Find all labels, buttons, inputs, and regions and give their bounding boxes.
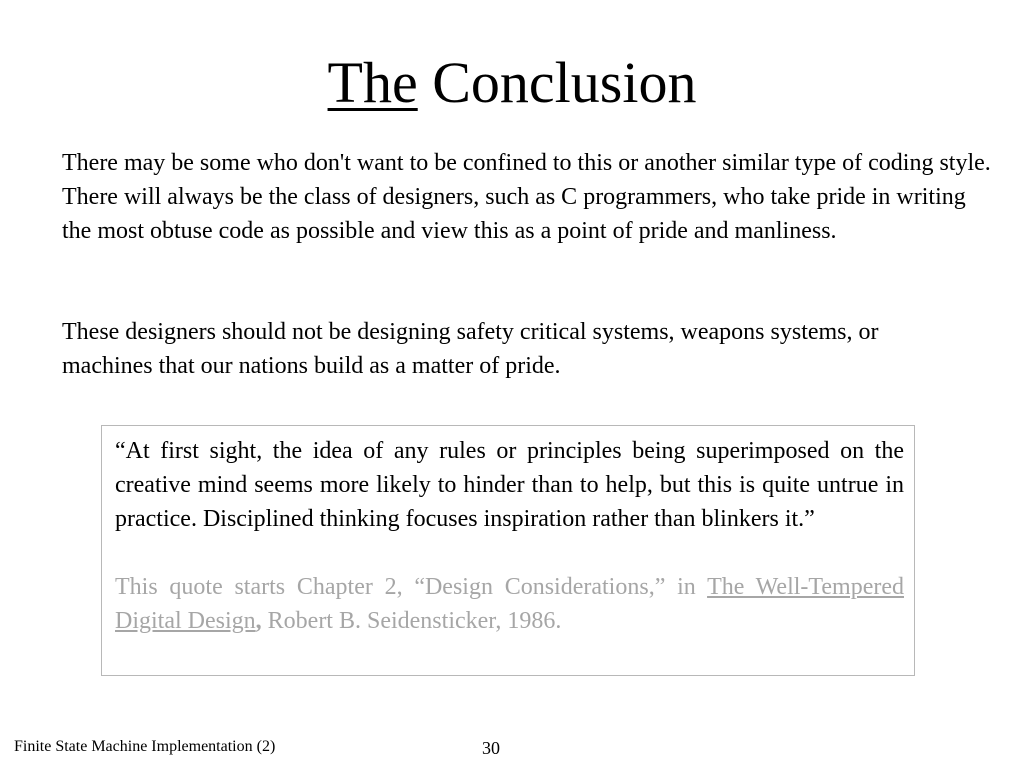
title-rest: Conclusion xyxy=(417,50,697,115)
citation-comma: , xyxy=(255,608,262,634)
quote-text: “At first sight, the idea of any rules or principles being superimposed on the creative mind seems more likely to hinder than to help, but this is quite untrue in practice. Disciplined thinking focuses inspiration rather than blinkers it.” xyxy=(115,438,904,532)
slide-title xyxy=(0,50,1024,116)
citation-suffix: Robert B. Seidensticker, 1986. xyxy=(261,608,562,634)
paragraph-1: There may be some who don't want to be confined to this or another similar type of coding style. There will always be the class of designers, such as C programmers, who take pride in writing the most obtuse code as possible and view this as a point of pride and manliness. xyxy=(62,150,991,244)
citation-prefix: This quote starts Chapter 2, “Design Considerations,” in xyxy=(115,574,708,600)
quote-citation xyxy=(115,570,904,638)
citation-book-title: The Well-Tempered Digital Design xyxy=(115,574,904,634)
quote-box xyxy=(101,425,915,676)
title-underlined-word: The xyxy=(327,50,418,115)
page-number: 30 xyxy=(482,738,500,758)
paragraph-2: These designers should not be designing safety critical systems, weapons systems, or machines that our nations build as a matter of pride. xyxy=(62,319,879,379)
footer-title: Finite State Machine Implementation (2) xyxy=(14,738,276,755)
